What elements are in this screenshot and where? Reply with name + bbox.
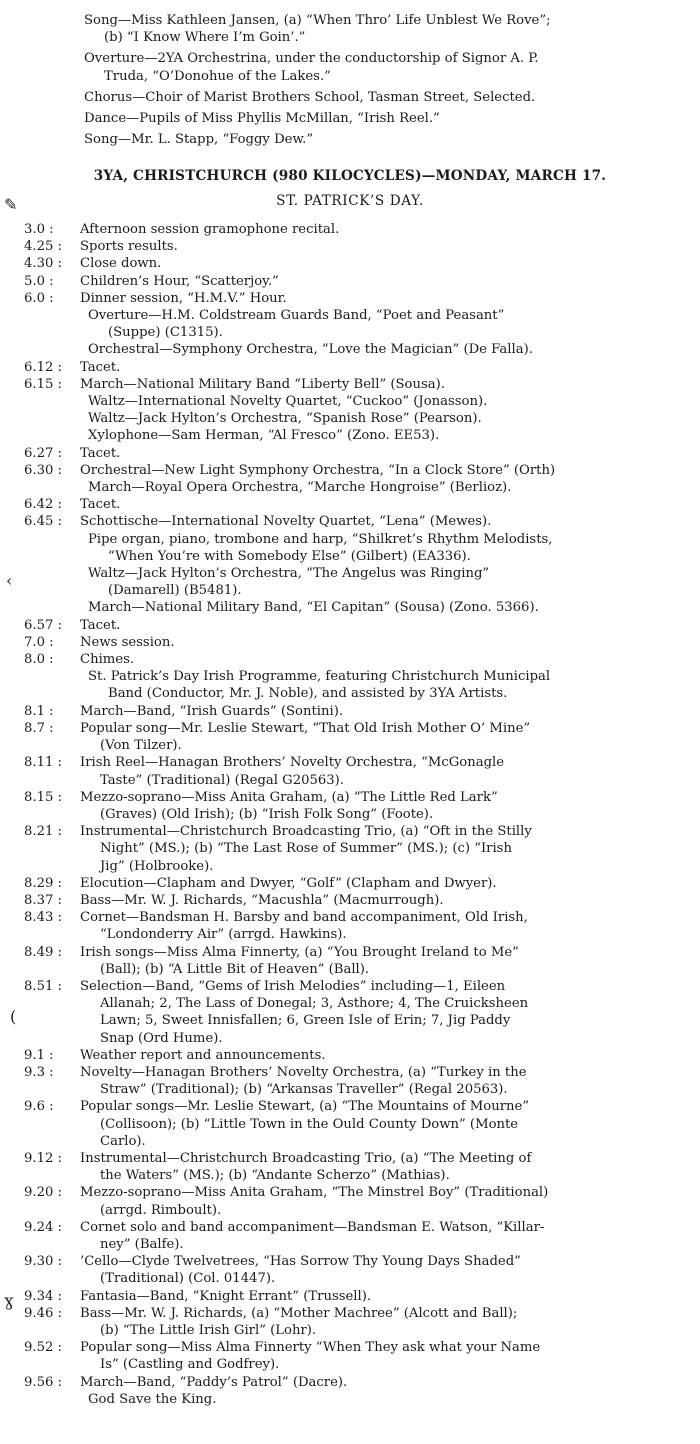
margin-mark-icon: (	[10, 1007, 17, 1026]
programme-time: 6.57 :	[24, 617, 62, 633]
programme-entry	[24, 221, 688, 238]
programme-line: Is” (Castling and Godfrey).	[100, 1357, 280, 1373]
programme-entry	[24, 445, 688, 462]
programme-line: (Collisoon); (b) “Little Town in the Ould County Down” (Monte	[100, 1116, 519, 1132]
programme-description	[80, 754, 688, 788]
programme-description	[80, 1098, 688, 1150]
programme-line: (Suppe) (C1315).	[108, 325, 223, 341]
programme-description	[80, 823, 688, 875]
programme-description	[80, 1339, 688, 1373]
programme-description	[80, 703, 688, 720]
programme-description	[80, 720, 688, 754]
programme-description	[80, 1150, 688, 1184]
station-heading: 3YA, CHRISTCHURCH (980 KILOCYCLES)—MONDAY, MARCH 17.	[93, 168, 607, 184]
programme-entry	[24, 1184, 688, 1218]
day-subheading: ST. PATRICK’S DAY.	[276, 193, 424, 209]
programme-line: March—National Military Band, “El Capitan” (Sousa) (Zono. 5366).	[88, 600, 539, 616]
programme-line: Elocution—Clapham and Dwyer, “Golf” (Clapham and Dwyer).	[80, 875, 497, 891]
programme-line: Popular song—Mr. Leslie Stewart, “That Old Irish Mother O’ Mine”	[80, 720, 531, 736]
programme-time: 4.30 :	[24, 256, 62, 272]
programme-time: 9.3 :	[24, 1064, 54, 1080]
programme-time: 9.34 :	[24, 1288, 62, 1304]
prelude-line: Overture—2YA Orchestrina, under the conductorship of Signor A. P.	[84, 51, 539, 67]
programme-description	[80, 496, 688, 513]
programme-entry	[24, 892, 688, 909]
programme-line: Popular songs—Mr. Leslie Stewart, (a) “The Mountains of Mourne”	[80, 1099, 530, 1115]
programme-entry	[24, 1305, 688, 1339]
programme-line: Orchestral—Symphony Orchestra, “Love the Magician” (De Falla).	[88, 342, 533, 358]
programme-time: 3.0 :	[24, 222, 54, 237]
programme-entry	[24, 255, 688, 272]
programme-time: 8.37 :	[24, 892, 62, 908]
programme-line: Popular song—Miss Alma Finnerty “When They ask what your Name	[80, 1340, 541, 1356]
programme-description	[80, 462, 688, 479]
programme-description	[80, 255, 688, 272]
programme-line: Night” (MS.); (b) “The Last Rose of Summer” (MS.); (c) “Irish	[100, 841, 512, 857]
programme-line: “Londonderry Air” (arrgd. Hawkins).	[100, 927, 347, 943]
programme-description	[80, 445, 688, 462]
programme-line: Band (Conductor, Mr. J. Noble), and assisted by 3YA Artists.	[108, 686, 508, 702]
programme-line: March—Royal Opera Orchestra, “Marche Hongroise” (Berlioz).	[88, 480, 512, 496]
programme-time: 9.6 :	[24, 1099, 54, 1115]
prelude-item	[84, 110, 684, 127]
prelude-item	[84, 131, 684, 148]
prelude-line: (b) “I Know Where I’m Goin’.”	[104, 30, 306, 46]
programme-line: Tacet.	[80, 497, 121, 513]
programme-sub-item	[24, 668, 688, 702]
margin-mark-icon: ɣ	[4, 1291, 14, 1310]
programme-line: ney” (Balfe).	[100, 1236, 184, 1252]
programme-description	[80, 978, 688, 1047]
programme-entry	[24, 703, 688, 720]
programme-description	[80, 892, 688, 909]
prelude-item	[84, 12, 684, 46]
programme-sub-item	[24, 393, 688, 410]
programme-entry	[24, 1098, 688, 1150]
programme-entry	[24, 1253, 688, 1287]
programme-time: 8.11 :	[24, 755, 62, 771]
programme-entry	[24, 754, 688, 788]
programme-entry	[24, 496, 688, 513]
programme-line: Instrumental—Christchurch Broadcasting Trio, (a) “Oft in the Stilly	[80, 824, 532, 840]
programme-time: 8.21 :	[24, 824, 62, 840]
programme-entry	[24, 651, 688, 668]
programme-entry	[24, 290, 688, 307]
programme-description	[80, 651, 688, 668]
programme-line: Waltz—International Novelty Quartet, “Cuckoo” (Jonasson).	[88, 394, 488, 410]
programme-line: Chimes.	[80, 652, 135, 668]
programme-description	[80, 789, 688, 823]
programme-entry	[24, 789, 688, 823]
programme-description	[80, 1064, 688, 1098]
programme-time: 8.15 :	[24, 789, 62, 805]
programme-line: Lawn; 5, Sweet Innisfallen; 6, Green Isle of Erin; 7, Jig Paddy	[100, 1013, 511, 1029]
programme-description	[80, 290, 688, 307]
programme-line: Irish songs—Miss Alma Finnerty, (a) “You Brought Ireland to Me”	[80, 944, 519, 960]
programme-entry	[24, 909, 688, 943]
programme-entry	[24, 1219, 688, 1253]
programme-description	[80, 634, 688, 651]
programme-entry	[24, 359, 688, 376]
programme-sub-item	[24, 410, 688, 427]
programme-description	[80, 513, 688, 530]
programme-entry	[24, 634, 688, 651]
programme-line: Mezzo-soprano—Miss Anita Graham, “The Minstrel Boy” (Traditional)	[80, 1185, 549, 1201]
programme-line: the Waters” (MS.); (b) “Andante Scherzo” (Mathias).	[100, 1168, 450, 1184]
programme-time: 4.25 :	[24, 239, 62, 255]
prelude-item	[84, 89, 684, 106]
programme-time: 5.0 :	[24, 273, 54, 289]
programme-line: Allanah; 2, The Lass of Donegal; 3, Asthore; 4, The Cruicksheen	[100, 996, 529, 1012]
programme-line: Irish Reel—Hanagan Brothers’ Novelty Orchestra, “McGonagle	[80, 755, 505, 771]
programme-sub-item	[24, 307, 688, 341]
programme-entry	[24, 875, 688, 892]
programme-line: Xylophone—Sam Herman, “Al Fresco” (Zono. EE53).	[88, 428, 440, 444]
programme-description	[80, 273, 688, 290]
programme-line: Afternoon session gramophone recital.	[80, 222, 340, 237]
programme-line: Straw” (Traditional); (b) “Arkansas Traveller” (Regal 20563).	[100, 1082, 508, 1098]
programme-line: St. Patrick’s Day Irish Programme, featuring Christchurch Municipal	[88, 669, 551, 685]
programme-time: 8.49 :	[24, 944, 62, 960]
programme-entry	[24, 1047, 688, 1064]
programme-description	[80, 1219, 688, 1253]
margin-mark-icon: ‹	[6, 571, 13, 590]
programme-description	[80, 1047, 688, 1064]
programme-line: Dinner session, “H.M.V.” Hour.	[80, 290, 287, 306]
programme-sub-item	[24, 479, 688, 496]
programme-time: 8.43 :	[24, 910, 62, 926]
programme-description	[80, 221, 688, 238]
programme-description	[80, 1288, 688, 1305]
programme-time: 9.30 :	[24, 1254, 62, 1270]
programme-time: 9.1 :	[24, 1047, 54, 1063]
programme-sub-item	[24, 427, 688, 444]
programme-time: 6.15 :	[24, 376, 62, 392]
prelude-line: Dance—Pupils of Miss Phyllis McMillan, “Irish Reel.”	[84, 111, 440, 127]
programme-line: News session.	[80, 634, 175, 650]
programme-time: 6.30 :	[24, 462, 62, 478]
programme-time: 9.12 :	[24, 1150, 62, 1166]
programme-line: Bass—Mr. W. J. Richards, (a) “Mother Machree” (Alcott and Ball);	[80, 1305, 518, 1321]
programme-description	[80, 238, 688, 255]
margin-mark-icon: ✎	[4, 195, 18, 214]
programme-time: 6.0 :	[24, 290, 54, 306]
programme-time: 7.0 :	[24, 634, 54, 650]
programme-entry	[24, 978, 688, 1047]
programme-line: ’Cello—Clyde Twelvetrees, “Has Sorrow Thy Young Days Shaded”	[80, 1254, 521, 1270]
programme-entry	[24, 1374, 688, 1391]
programme-line: Waltz—Jack Hylton’s Orchestra, “Spanish Rose” (Pearson).	[88, 411, 482, 427]
programme-line: (Graves) (Old Irish); (b) “Irish Folk Song” (Foote).	[100, 806, 434, 822]
programme-line: Mezzo-soprano—Miss Anita Graham, (a) “The Little Red Lark”	[80, 789, 498, 805]
programme-time: 6.45 :	[24, 514, 62, 530]
programme-time: 9.24 :	[24, 1219, 62, 1235]
programme-line: Jig” (Holbrooke).	[100, 858, 214, 874]
programme-description	[80, 1184, 688, 1218]
programme-line: Pipe organ, piano, trombone and harp, “Shilkret’s Rhythm Melodists,	[88, 531, 553, 547]
programme-line: Tacet.	[80, 617, 121, 633]
programme-entry	[24, 238, 688, 255]
programme-line: Taste” (Traditional) (Regal G20563).	[100, 772, 344, 788]
programme-line: Sports results.	[80, 239, 178, 255]
prelude-section	[84, 12, 684, 152]
programme-description	[80, 909, 688, 943]
programme-time: 8.0 :	[24, 652, 54, 668]
programme-description	[80, 875, 688, 892]
prelude-line: Truda, “O’Donohue of the Lakes.”	[104, 68, 331, 84]
programme-entry	[24, 376, 688, 393]
programme-line: Overture—H.M. Coldstream Guards Band, “Poet and Peasant”	[88, 308, 505, 324]
programme-line: Children’s Hour, “Scatterjoy.”	[80, 273, 279, 289]
programme-time: 6.42 :	[24, 497, 62, 513]
prelude-item	[84, 50, 684, 84]
programme-sub-item	[24, 341, 688, 358]
programme-line: March—Band, “Paddy’s Patrol” (Dacre).	[80, 1374, 348, 1390]
programme-sub-item	[24, 531, 688, 565]
programme-description	[80, 1305, 688, 1339]
programme-line: Snap (Ord Hume).	[100, 1030, 223, 1046]
programme-line: (Ball); (b) “A Little Bit of Heaven” (Ball).	[100, 961, 370, 977]
programme-entry	[24, 1288, 688, 1305]
programme-description	[80, 944, 688, 978]
programme-list	[24, 221, 688, 1408]
programme-line: Fantasia—Band, “Knight Errant” (Trussell).	[80, 1288, 372, 1304]
programme-description	[80, 617, 688, 634]
programme-line: Waltz—Jack Hylton’s Orchestra, “The Angelus was Ringing”	[88, 566, 490, 582]
programme-line: Novelty—Hanagan Brothers’ Novelty Orchestra, (a) “Turkey in the	[80, 1064, 527, 1080]
programme-line: God Save the King.	[88, 1391, 217, 1407]
programme-time: 8.51 :	[24, 978, 62, 994]
programme-line: Carlo).	[100, 1133, 146, 1149]
programme-time: 9.46 :	[24, 1305, 62, 1321]
programme-entry	[24, 617, 688, 634]
programme-description	[80, 1374, 688, 1391]
programme-sub-item	[24, 565, 688, 599]
programme-time: 8.1 :	[24, 703, 54, 719]
programme-time: 9.20 :	[24, 1185, 62, 1201]
programme-line: March—Band, “Irish Guards” (Sontini).	[80, 703, 344, 719]
programme-line: (arrgd. Rimboult).	[100, 1202, 222, 1218]
programme-sub-item	[24, 1391, 688, 1408]
prelude-line: Chorus—Choir of Marist Brothers School, Tasman Street, Selected.	[84, 89, 536, 105]
programme-line: Tacet.	[80, 445, 121, 461]
prelude-line: Song—Mr. L. Stapp, “Foggy Dew.”	[84, 132, 314, 148]
programme-line: (Traditional) (Col. 01447).	[100, 1271, 276, 1287]
programme-entry	[24, 1150, 688, 1184]
programme-line: Cornet—Bandsman H. Barsby and band accompaniment, Old Irish,	[80, 910, 528, 926]
prelude-line: Song—Miss Kathleen Jansen, (a) “When Thro’ Life Unblest We Rove”;	[84, 13, 551, 28]
programme-entry	[24, 720, 688, 754]
programme-line: (Von Tilzer).	[100, 738, 182, 754]
programme-line: Instrumental—Christchurch Broadcasting Trio, (a) “The Meeting of	[80, 1150, 532, 1166]
programme-time: 9.52 :	[24, 1340, 62, 1356]
programme-line: Tacet.	[80, 359, 121, 375]
programme-line: Bass—Mr. W. J. Richards, “Macushla” (Macmurrough).	[80, 892, 444, 908]
programme-time: 6.27 :	[24, 445, 62, 461]
programme-entry	[24, 1064, 688, 1098]
programme-time: 8.29 :	[24, 875, 62, 891]
programme-line: (b) “The Little Irish Girl” (Lohr).	[100, 1323, 317, 1338]
programme-line: (Damarell) (B5481).	[108, 583, 242, 599]
programme-time: 6.12 :	[24, 359, 62, 375]
programme-line: Weather report and announcements.	[80, 1047, 326, 1063]
programme-entry	[24, 462, 688, 479]
programme-line: Schottische—International Novelty Quartet, “Lena” (Mewes).	[80, 514, 492, 530]
programme-description	[80, 1253, 688, 1287]
programme-line: Cornet solo and band accompaniment—Bandsman E. Watson, “Killar-	[80, 1219, 545, 1235]
programme-line: Selection—Band, “Gems of Irish Melodies” including—1, Eileen	[80, 978, 506, 994]
programme-time: 9.56 :	[24, 1374, 62, 1390]
programme-line: “When You’re with Somebody Else” (Gilbert) (EA336).	[108, 548, 471, 564]
programme-entry	[24, 273, 688, 290]
programme-line: March—National Military Band “Liberty Bell” (Sousa).	[80, 376, 445, 392]
programme-line: Close down.	[80, 256, 162, 272]
programme-description	[80, 376, 688, 393]
programme-line: Orchestral—New Light Symphony Orchestra, “In a Clock Store” (Orth)	[80, 462, 556, 478]
programme-description	[80, 359, 688, 376]
programme-time: 8.7 :	[24, 720, 54, 736]
programme-entry	[24, 1339, 688, 1373]
programme-entry	[24, 513, 688, 530]
programme-entry	[24, 944, 688, 978]
programme-entry	[24, 823, 688, 875]
programme-sub-item	[24, 599, 688, 616]
